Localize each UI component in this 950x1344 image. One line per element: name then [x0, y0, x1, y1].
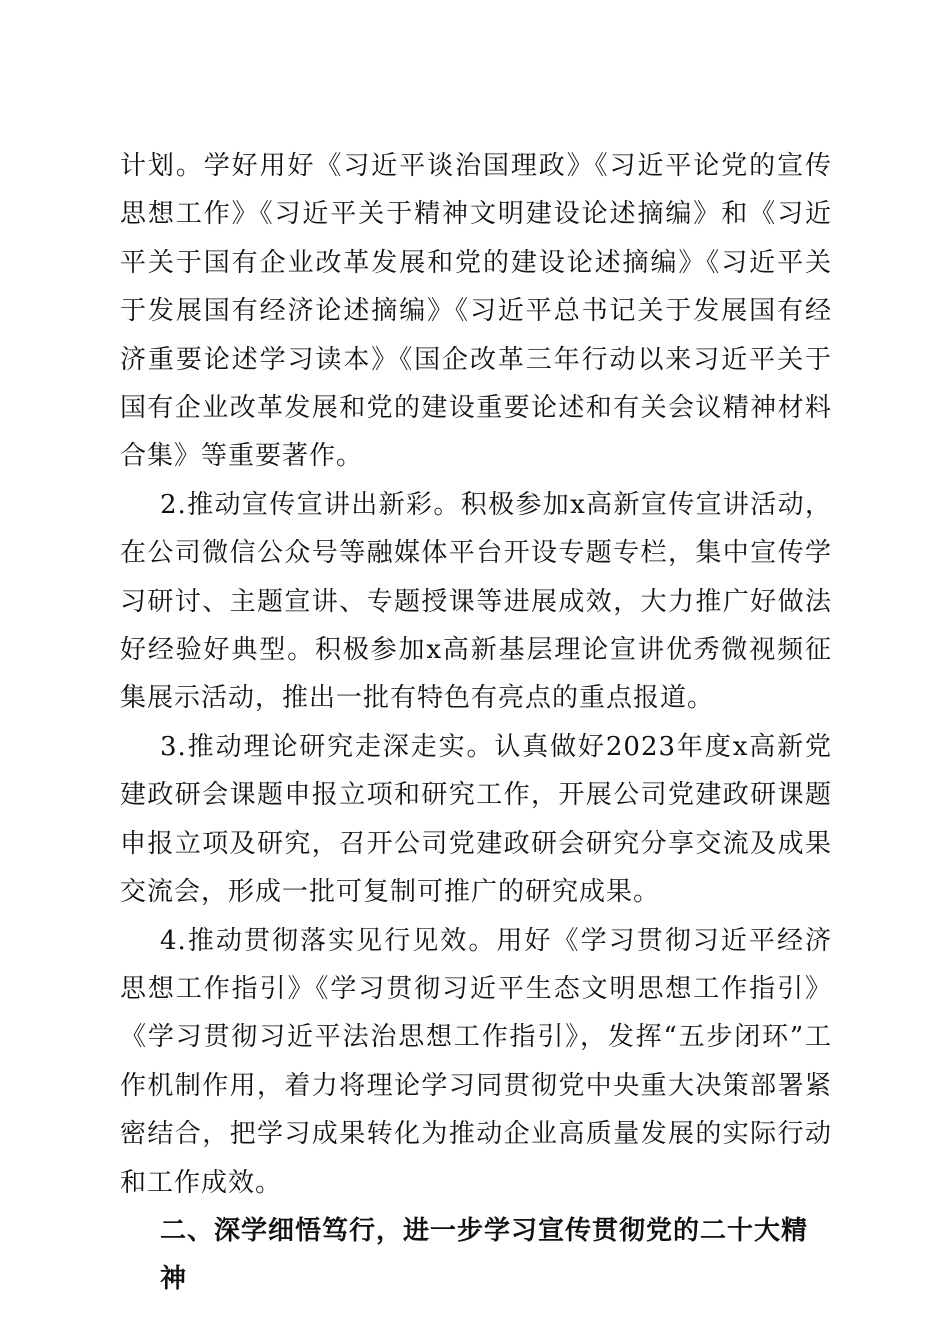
- document-page: [120, 142, 832, 1303]
- paragraph-item-2-propaganda: 2.推动宣传宣讲出新彩。积极参加x高新宣传宣讲活动，在公司微信公众号等融媒体平台开设专题专栏，集中宣传学习研讨、主题宣讲、专题授课等进展成效，大力推广好做法好经验好典型。积极参加x高新基层理论宣讲优秀微视频征集展示活动，推出一批有特色有亮点的重点报道。: [120, 489, 832, 714]
- paragraph-item-3-research: 3.推动理论研究走深走实。认真做好2023年度x高新党建政研会课题申报立项和研究工作，开展公司党建政研课题申报立项及研究，召开公司党建政研会研究分享交流及成果交流会，形成一批可复制可推广的研究成果。: [120, 731, 832, 908]
- paragraph-reading-list: 计划。学好用好《习近平谈治国理政》《习近平论党的宣传思想工作》《习近平关于精神文明建设论述摘编》和《习近平关于国有企业改革发展和党的建设论述摘编》《习近平关于发展国有经济论述摘编》《习近平总书记关于发展国有经济重要论述学习读本》《国企改革三年行动以来习近平关于国有企业改革发展和党的建设重要论述和有关会议精神材料合集》等重要著作。: [120, 151, 832, 472]
- paragraph-item-4-implementation: 4.推动贯彻落实见行见效。用好《学习贯彻习近平经济思想工作指引》《学习贯彻习近平生态文明思想工作指引》《学习贯彻习近平法治思想工作指引》，发挥“五步闭环”工作机制作用，着力将理论学习同贯彻党中央重大决策部署紧密结合，把学习成果转化为推动企业高质量发展的实际行动和工作成效。: [120, 925, 832, 1198]
- section-heading-2: 二、深学细悟笃行，进一步学习宣传贯彻党的二十大精神: [160, 1215, 809, 1294]
